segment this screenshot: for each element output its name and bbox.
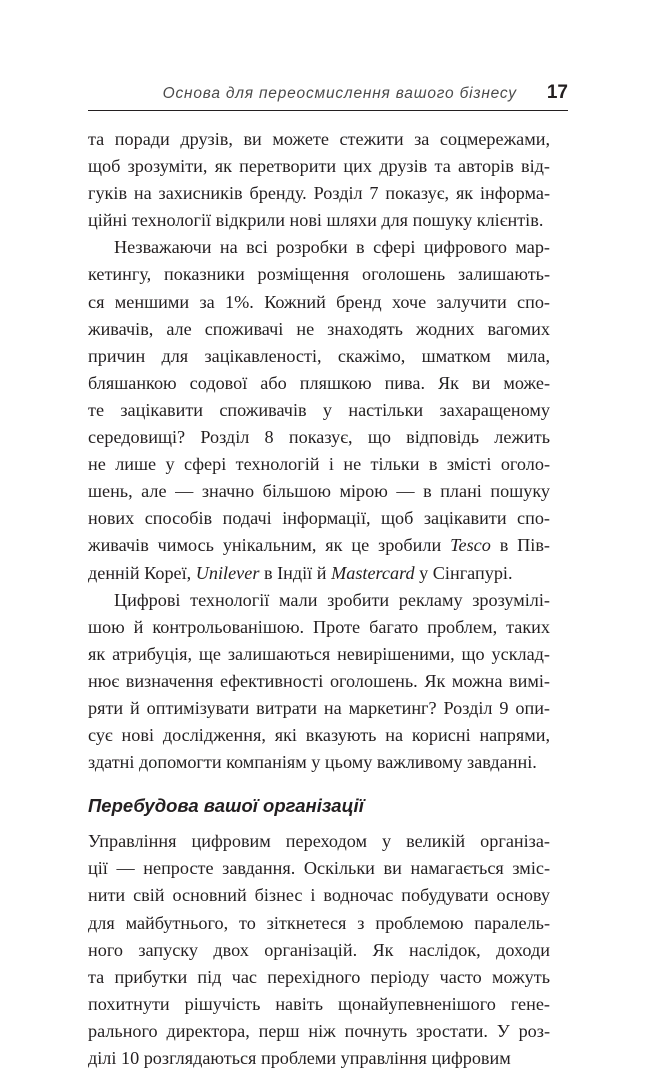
text-line: похитнути рішучість навіть щонайупевненішого гене- (88, 993, 550, 1014)
text-line: Незважаючи на всі розробки в сфері цифрового мар- (114, 237, 550, 258)
text-line: гуків на захисників бренду. Розділ 7 показує, як інформа- (88, 183, 550, 204)
text-line: те зацікавити споживачів у настільки захаращеному (88, 399, 550, 420)
text-line: бляшанкою содової або пляшкою пива. Як ви може- (88, 372, 550, 393)
text-line: шою й контрольованішою. Проте багато проблем, таких (88, 616, 550, 637)
text-line: ційні технології відкрили нові шляхи для пошуку клієнтів. (88, 210, 544, 231)
paragraph-1 (88, 126, 550, 234)
text-line: нює визначення ефективності оголошень. Як можна вимі- (88, 670, 550, 691)
text-line: та поради друзів, ви можете стежити за соцмережами, (88, 129, 550, 149)
paragraph-2 (88, 234, 550, 586)
text-line: нити свій основний бізнес і водночас побудувати основу (88, 885, 550, 906)
text-line: ділі 10 розглядаються проблеми управління цифровим (88, 1048, 511, 1068)
text-line: сує нові дослідження, які вказують на корисні напрями, (88, 725, 550, 746)
text-line: денній Кореї, Unilever в Індії й Mastercard у Сінгапурі. (88, 562, 513, 583)
section-heading: Перебудова вашої організації (88, 795, 364, 817)
text-line: Цифрові технології мали зробити рекламу зрозумілі- (114, 589, 550, 610)
text-line: ряти й оптимізувати витрати на маркетинг? Розділ 9 опи- (88, 697, 550, 718)
text-line: живачів чимось унікальним, як це зробили Tesco в Пів- (88, 535, 550, 556)
text-line: середовищі? Розділ 8 показує, що відповідь лежить (88, 427, 550, 448)
text-line: щоб зрозуміти, як перетворити цих друзів та авторів від- (88, 156, 550, 177)
text-line: та прибутки під час перехідного періоду часто можуть (88, 966, 550, 987)
text-line: не лише у сфері технологій і не тільки в змісті оголо- (88, 454, 550, 475)
running-header-title: Основа для переосмислення вашого бізнесу (162, 85, 517, 102)
paragraph-3 (88, 587, 550, 777)
running-header (88, 82, 568, 111)
text-line: ся меншими за 1%. Кожний бренд хоче залучити спо- (88, 291, 550, 312)
section-paragraph (88, 828, 550, 1072)
text-line: як атрибуція, ще залишаються невирішеними, що усклад- (88, 643, 550, 664)
text-line: ного запуску двох організацій. Як наслідок, доходи (88, 939, 550, 960)
text-line: здатні допомогти компаніям у цьому важливому завданні. (88, 752, 537, 773)
text-line: нових способів подачі інформації, щоб зацікавити спо- (88, 508, 550, 529)
text-line: Управління цифровим переходом у великій організа- (88, 831, 550, 852)
text-line: для майбутнього, то зіткнетеся з проблемою паралель- (88, 912, 550, 933)
text-line: ції — непросте завдання. Оскільки ви намагається зміс- (88, 858, 550, 879)
text-line: причин для зацікавленості, скажімо, шматком мила, (88, 345, 550, 366)
text-line: кетингу, показники розміщення оголошень залишають- (88, 264, 550, 285)
page-body (88, 126, 550, 1072)
text-line: шень, але — значно більшою мірою — в плані пошуку (88, 481, 550, 502)
text-line: рального директора, перш ніж почнуть зростати. У роз- (88, 1020, 550, 1041)
page-number: 17 (546, 82, 568, 103)
text-line: живачів, але споживачі не знаходять жодних вагомих (88, 318, 550, 339)
